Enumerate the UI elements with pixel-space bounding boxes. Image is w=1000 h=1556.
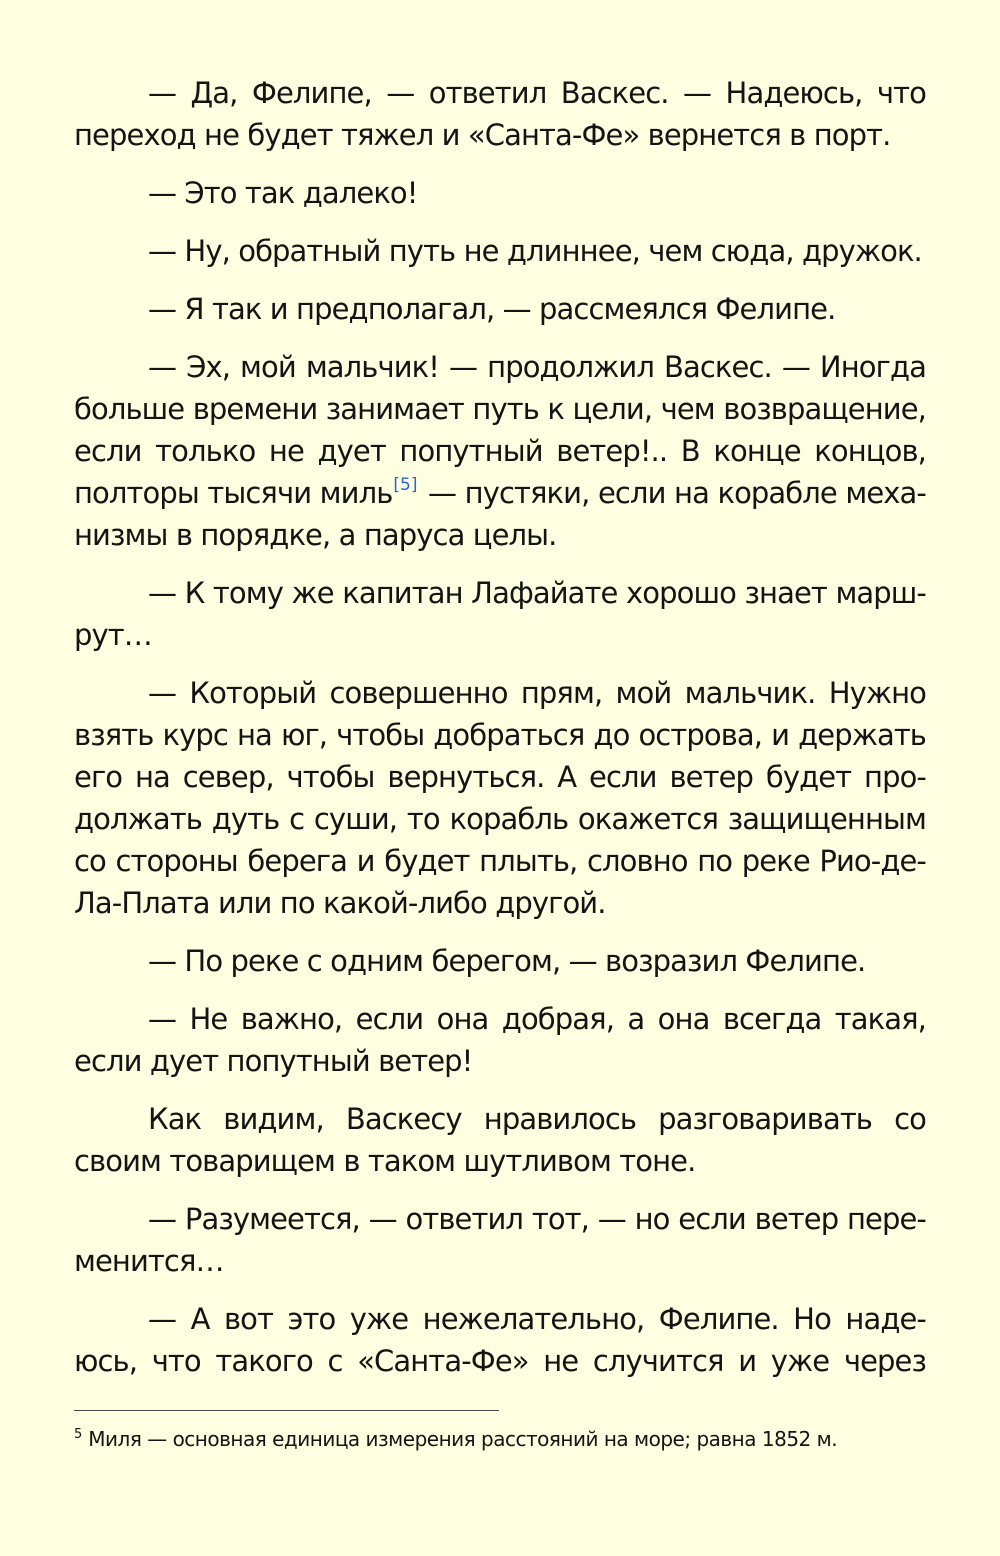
footnote-number: 5 bbox=[74, 1427, 83, 1442]
paragraph bbox=[74, 672, 926, 924]
paragraph bbox=[74, 172, 926, 214]
text-line: — Да, Фелипе, — ответил Васкес. — Надеюсь, что bbox=[148, 76, 926, 110]
paragraph bbox=[74, 940, 926, 982]
paragraph bbox=[74, 1298, 926, 1382]
paragraph bbox=[74, 72, 926, 156]
text-line: — Разумеется, — ответил тот, — но если ветер пере- bbox=[148, 1202, 926, 1236]
paragraph bbox=[74, 346, 926, 556]
text-line: — Я так и предполагал, — рассмеялся Фелипе. bbox=[148, 292, 836, 326]
text-fragment: — пустяки, если на корабле меха- bbox=[428, 476, 926, 510]
text-line: Как видим, Васкесу нравилось разговаривать со bbox=[148, 1102, 926, 1136]
text-line: его на север, чтобы вернуться. А если ветер будет про- bbox=[74, 760, 926, 794]
text-line: — Не важно, если она добрая, а она всегда такая, bbox=[148, 1002, 926, 1036]
text-line: рут… bbox=[74, 618, 152, 652]
text-line: менится… bbox=[74, 1244, 224, 1278]
paragraph bbox=[74, 288, 926, 330]
text-line: своим товарищем в таком шутливом тоне. bbox=[74, 1144, 696, 1178]
text-line: юсь, что такого с «Санта-Фе» не случится и уже через bbox=[74, 1344, 926, 1378]
text-line: должать дуть с суши, то корабль окажется защищенным bbox=[74, 802, 926, 836]
paragraph bbox=[74, 998, 926, 1082]
text-line: со стороны берега и будет плыть, словно по реке Рио-де- bbox=[74, 844, 926, 878]
paragraph bbox=[74, 1098, 926, 1182]
book-page-body bbox=[74, 72, 926, 1398]
text-line: — Который совершенно прям, мой мальчик. Нужно bbox=[148, 676, 926, 710]
footnote-reference-link[interactable]: [5] bbox=[393, 475, 418, 495]
text-line: больше времени занимает путь к цели, чем возвращение, bbox=[74, 392, 926, 426]
footnote-divider bbox=[74, 1410, 499, 1411]
text-line: взять курс на юг, чтобы добраться до острова, и держать bbox=[74, 718, 926, 752]
text-line: низмы в порядке, а паруса целы. bbox=[74, 518, 557, 552]
text-line: если только не дует попутный ветер!.. В конце концов, bbox=[74, 434, 926, 468]
footnote bbox=[74, 1424, 837, 1454]
paragraph bbox=[74, 1198, 926, 1282]
text-line: переход не будет тяжел и «Санта-Фе» вернется в порт. bbox=[74, 118, 891, 152]
footnote-text: Миля — основная единица измерения расстояний на море; равна 1852 м. bbox=[88, 1427, 838, 1451]
paragraph bbox=[74, 572, 926, 656]
text-line: — Эх, мой мальчик! — продолжил Васкес. — Иногда bbox=[148, 350, 926, 384]
text-line: — Это так далеко! bbox=[148, 176, 418, 210]
text-line: — А вот это уже нежелательно, Фелипе. Но наде- bbox=[148, 1302, 926, 1336]
text-line: — К тому же капитан Лафайате хорошо знает марш- bbox=[148, 576, 926, 610]
text-line: Ла-Плата или по какой-либо другой. bbox=[74, 886, 606, 920]
text-line: — Ну, обратный путь не длиннее, чем сюда, дружок. bbox=[148, 234, 922, 268]
text-fragment: полторы тысячи миль bbox=[74, 476, 393, 510]
paragraph bbox=[74, 230, 926, 272]
text-line-with-footnote bbox=[74, 472, 926, 514]
text-line: — По реке с одним берегом, — возразил Фелипе. bbox=[148, 944, 866, 978]
text-line: если дует попутный ветер! bbox=[74, 1044, 473, 1078]
